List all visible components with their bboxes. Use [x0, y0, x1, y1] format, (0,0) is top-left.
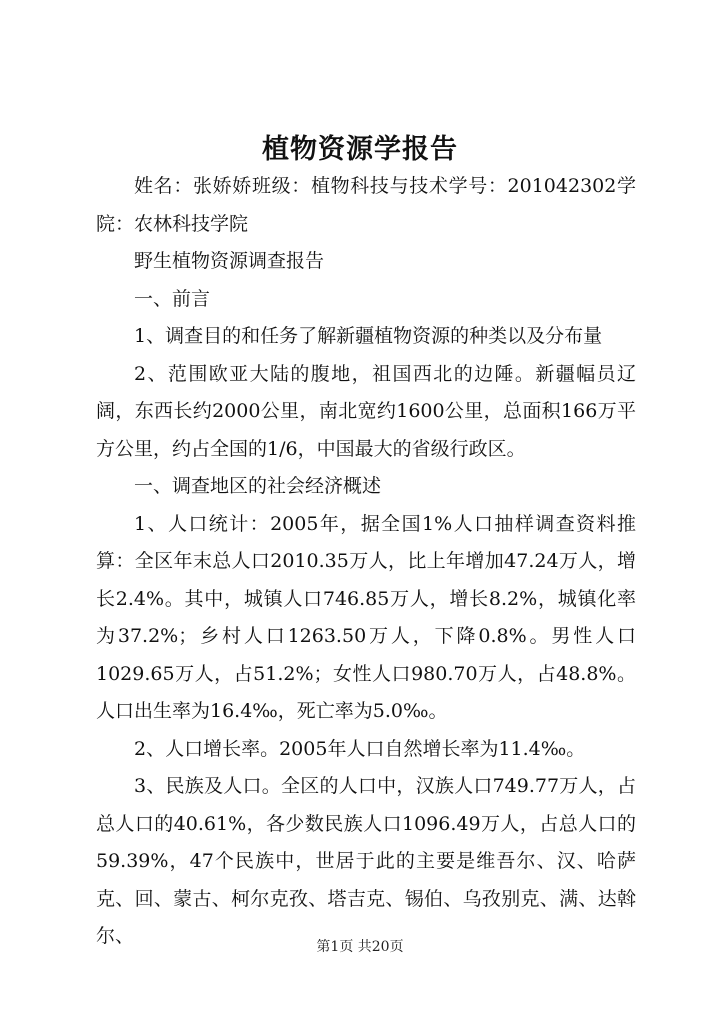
section-heading-preface: 一、前言	[134, 287, 211, 310]
document-body	[96, 168, 636, 956]
paragraph-ethnic-population: 3、民族及人口。全区的人口中，汉族人口749.77万人，占总人口的40.61%，各少数民族人口1096.49万人，占总人口的59.39%，47个民族中，世居于此的主要是维吾尔、汉、哈萨克、回、蒙古、柯尔克孜、塔吉克、锡伯、乌孜别克、满、达斡尔、	[96, 775, 636, 947]
report-subtitle: 野生植物资源调查报告	[134, 250, 325, 272]
document-title: 植物资源学报告	[262, 134, 458, 165]
paragraph-purpose: 1、调查目的和任务了解新疆植物资源的种类以及分布量	[134, 325, 603, 347]
paragraph-population-stats: 1、人口统计：2005年，据全国1%人口抽样调查资料推算：全区年末总人口2010.35万人，比上年增加47.24万人，增长2.4%。其中，城镇人口746.85万人，增长8.2%，城镇化率为37.2%；乡村人口1263.50万人，下降0.8%。男性人口1029.65万人，占51.2%；女性人口980.70万人，占48.8%。人口出生率为16.4‰，死亡率为5.0‰。	[96, 512, 636, 722]
author-info-paragraph: 姓名：张娇娇班级：植物科技与技术学号：201042302学院：农林科技学院	[96, 175, 636, 235]
paragraph-scope: 2、范围欧亚大陆的腹地，祖国西北的边陲。新疆幅员辽阔，东西长约2000公里，南北宽约1600公里，总面积166万平方公里，约占全国的1/6，中国最大的省级行政区。	[96, 362, 636, 460]
section-heading-socioeconomic: 一、调查地区的社会经济概述	[134, 475, 382, 497]
page-footer: 第1页 共20页	[316, 939, 404, 955]
paragraph-population-growth: 2、人口增长率。2005年人口自然增长率为11.4‰。	[134, 737, 586, 760]
